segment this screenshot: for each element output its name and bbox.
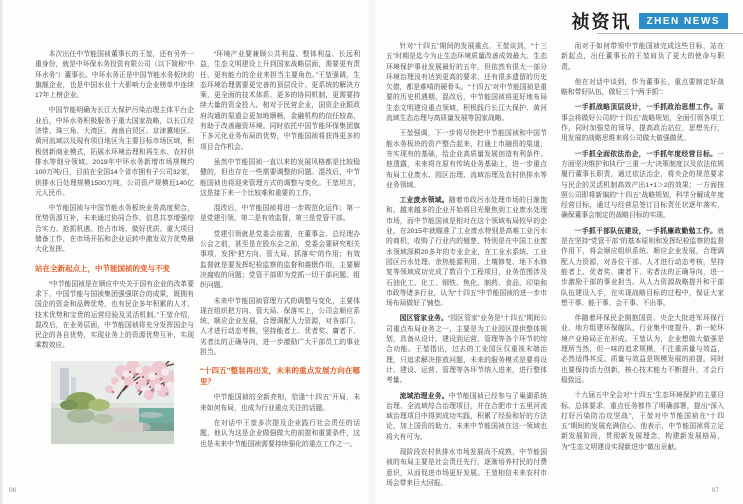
paragraph: 针对“十四五”期间的发展重点，王堃谈到，“十三五”时期是迄今为止生态环境质量改善成效最大、生态环境保护事业发展最好的五年，但依然有很大一部分环境治理没有达到更高的要求，还有很多遗留的历史欠债，都是难啃的硬骨头。“十四五”对中节能国祯是重要的历史机遇期，混改后，中节能国祯将更好地布局生态文明建设重点领域，积极践行长江大保护、黄河流域生态治理与高质量发展等国家战略。	[386, 43, 547, 123]
photo-illustration	[51, 361, 174, 444]
paragraph: 王堃强调，下一步将尽快把中节能国祯和中国节能水务板块的资产整合起来，打通上市融资的渠道，夯实现有的基础，给企业高质量发展创造有利条件。他透露，未来将在原有传统业务基础上，进一步重点布局工业废水、园区治理、流域治理及农村供排水等业务领域。	[386, 130, 547, 189]
paragraph-text: 随着市政污水处理市场的日渐饱和，越来越多的企业开始将目光聚焦到工业废水处理市场，而中节能国祯是相对在这个领域布局较早的企业，在2015年就瞄准了工业废水特别是高难工业污水的商机，收购了行业内的翘楚，特别是在中国工业废水领域深耕20多年的专业企业，在工业水系统、工业园区污水处理、余热能源利用、土壤修复、地下水修复等领域成功完成了数百个工程项目，业务范围涉及石油化工、化工、钢铁、焦化、制药、食品、印染和市政等诸多行业，认为“十四五”中节能国祯的进一步市场布局做好了铺垫。	[386, 197, 548, 308]
paragraph: 他在对话中谈到，作为董事长，重点要制定好战略和带好队伍，做好三个“两手抓”：	[561, 78, 724, 97]
paragraph: 伴随着环保民企拥抱国资、央企大批进军环保行业、地方组建环保舰队，行业集中度提升，新一轮环境产业格局正在形成。王堃认为，企业想做大做强是理所当然，但一味的追求规模，不注重质量与效益，必然适得其反。质量与效益是规模发展的前提，同时也要保持活力创新，核心技术能力不断提升，才会行稳致远。	[561, 315, 724, 384]
right-page-column-1	[386, 42, 547, 494]
paragraph: 党建引领就是党委会前置，在董事会、总经理办公会之前，甚至是在股东会之前，党委会要研究相关事项，发挥“把方向、管大局、抓落实”的作用；有效监督就是要发挥纪检监察的监督和震慑作用，主要解决腐败的问题；党管干部即为党抓一切干部问题、组织问题。	[200, 230, 360, 290]
left-page-column-1	[35, 50, 194, 357]
paragraph	[386, 314, 547, 386]
paragraph: 十九届五中全会对“十四五”生态环境保护的主要目标、总体要求、重点任务都作了明确部署，提出“深入打好污染防治攻坚战”，王堃对中节能国祯在“十四五”期间的发展充满信心。他表示，中节能国祯将立足新发展阶段，贯彻新发展理念，构建新发展格局，为“生态文明建设实现新进步”做出贡献。	[561, 392, 724, 451]
masthead-title: 祯资讯	[571, 12, 632, 32]
paragraph-lead: 园区管家业务。	[399, 315, 448, 323]
paragraph	[561, 103, 724, 144]
lake-cherry-blossom-photo	[51, 361, 174, 444]
paragraph: 虽然中节能国祯一直以来的发展风格都是比较稳健的，但也存在一些需要调整的问题。混改后，中节能国祯也将迎来管理方式的调整与变化。王堃坦言，这是接下来一个比较难和重要的工作。	[200, 158, 360, 197]
right-page-column-2	[561, 42, 724, 458]
paragraph-lead: 一手抓全面依法治企，一手抓年度经营目标。	[574, 150, 718, 158]
paragraph	[386, 392, 547, 443]
paragraph	[386, 196, 547, 309]
scan-edge	[0, 0, 4, 504]
section-heading: “十四五”整装再出发，未来的重点发展方向在哪里？	[200, 366, 360, 387]
paragraph: 中节能国祯与中国节能水务板块业务高度契合，优势资源互补，未来通过协同合作、信息共享增强综合实力、抢抓机遇、抢占市场、做好优质、重大项目储备工作，在市场开拓和企业运转中激发双方优势最大化发挥。	[35, 205, 194, 254]
paragraph-lead: 流域治理业务。	[399, 392, 449, 400]
paragraph: 现阶段农村供排水市场发展尚不成熟，中节能国祯的布局主要是社会责任先行，逐渐培养村民的付费意识，从而促进市场更好发展。王堃相信未来农村市场会带来巨大回报。	[386, 448, 547, 487]
page-gutter	[366, 0, 378, 504]
header-rule	[597, 33, 743, 34]
paragraph-lead: 一手抓战略顶层设计，一手抓政治思想工作。	[574, 104, 718, 112]
page-header	[572, 8, 729, 34]
paragraph-lead: 工业废水领域。	[399, 197, 449, 205]
paragraph-lead: 一手抓干部队伍建设，一手抓廉政勤勉工作。	[574, 227, 718, 235]
paragraph: 中节能国祯的全新亮相，恰逢“十四五”开局，未来如何布局，也成为行业重点关注的话题。	[200, 394, 360, 412]
paragraph-text: 一方面坚决维护和执行“三重一大”决策制度以及依法依规履行董事长职责，通过依法治企，将央企的规范要求与民企的灵活机制高效产出1+1＞2的效果；一方面按照公司即将新编的“十四五”战略规划，科学分解成年度经营目标，通过与经营层签订目标责任状逐年落实，确保董事会制定的战略目标的实现。	[561, 150, 724, 220]
paragraph: 本次出任中节能国祯董事长的王堃，还有另外一重身份，就是中环保水务投资有限公司（以下简称“中环水务”）董事长。中环水务正是中国节能水务板块的旗舰企业，也是中国水业十大影响力企业榜单中连续17年上榜企业。	[35, 51, 194, 100]
paragraph: 中国节能明确为长江大保护污染治理主体平台企业后，中环水务积极服务于重大国家战略，以长江经济带、珠三角、大湾区、海南自贸区、京津冀地区、黄河流域以及现有项目地区为主要目标市场区域，积极创新商业模式，拓展水环境治理和再生水、农村供排水等细分领域。2019年中环水务新增市场规模约100万吨/日，目前在全国14个省市拥有子公司32家，供排水日处理规模1500万吨，公司资产规模近140亿元人民币。	[35, 107, 194, 197]
paragraph	[561, 227, 724, 309]
paragraph: 混改后，中节能国祯将进一步规范化运作；第一是党建引领，第二是有效监督，第三是党管干部。	[200, 205, 360, 223]
paragraph: 而对于如何带领中节能国祯完成这些目标，站在新起点，出任董事长的王堃肩负了更大的使命与职责。	[561, 43, 724, 71]
paragraph-text: 董事会将做好公司的“十四五”战略规划，全面引领各项工作，同时加强党的领导，提高政治站位，思想先行，用发展的战略思维来将公司做大做强做优。	[561, 104, 724, 143]
paragraph: “中节能国祯是在顺应中央关于国有企业的改革要求下，中国节能与国祯集团强强联合的成果，既拥有国企的资金和品牌优势，也有民企多年积累的人才、技术优势和宝贵的运营经验及灵活机制。”王堃介绍，混改后，在业务层面，中节能国祯将充分发挥国企与民企的各自优势，实现业务上的资源优势互补，实现乘数效应。	[35, 280, 194, 350]
paragraph: 在对话中王堃多次提及企业践行社会责任的话题，他认为这是企业做强做大的前提和重要条件，这也是未来中节能国祯需要持续强化的重点工作之一。	[200, 419, 360, 448]
paragraph-text: 就是在坚持“党管干部”的基本原则和发挥纪检监察的监督作用下，将会顺应组织系统、顺应企业发展，合理调配人力资源，对各位干部、人才进行动态考核，坚持能者上、优者奖、庸者下、劣者汰的正确导向，进一步激励干部的事业担当。从人力资源战略提升和干部队伍建设入手，在实现战略目标的过程中，保证大家想干事、能干事、会干事、不出事。	[561, 227, 724, 307]
page-number-left: 06	[9, 487, 17, 494]
paragraph	[561, 150, 724, 222]
paragraph: “环境产业要兼顾公共利益、整体利益、长远利益，生态文明建设上升到国家战略层面，需要更有责任、更有能力的企业来担当主要角色。”王堃强调，生态环境治理需要更完善的顶层设计、更系统的解决方案、更全面的技术体系、更多的协同机制，更需要持续大量的资金投入。相对于民营企业，国资企业跟政府沟通的渠道会更加地顺畅，金融机构的信任较高，有助于改善融资环境。同时依托中国节能环保集团旗下多元化业务布局的优势，中节能国祯将获得更多的项目合作机会。	[200, 51, 360, 151]
paragraph: 未来中节能国祯管理方式的调整与变化，主要体现在组织把方向、管大局、保落实上，公司会顺应系统、顺应企业发展，合理调配人力资源，对各部门、人才进行动态考核，坚持能者上、优者奖、庸者下、劣者汰的正确导向，进一步激励广大干部员工的事业担当。	[200, 297, 360, 357]
section-heading: 站在全新起点上，中节能国祯的变与不变	[35, 263, 170, 273]
paragraph-text: 中节能国祯已经参与了巢湖系统治理、全流域综合治理项目，并在合肥市十五里河流域治理项目中得到成功实践，积累了经验和好的方法论，加上国资的助力，未来中节能国祯在这一领域也将大有可为。	[386, 392, 548, 441]
zhen-news-badge: ZHEN NEWS	[639, 13, 729, 29]
page-number-right: 07	[711, 487, 719, 494]
paragraph-text: “园区管家”业务是“十四五”期间公司重点布局业务之一，主要是为工业园区提供整体规划，具备从设计、建设到运营、管理等各个环节的综合功能。王堃指出，过去的工业园区仅重视末端治理，只追求解决排放问题，未来的服务模式是要将设计、建设、运营、管理等各环节纳入进来，进行整体考量。	[386, 315, 547, 385]
left-page-column-2	[200, 50, 360, 455]
